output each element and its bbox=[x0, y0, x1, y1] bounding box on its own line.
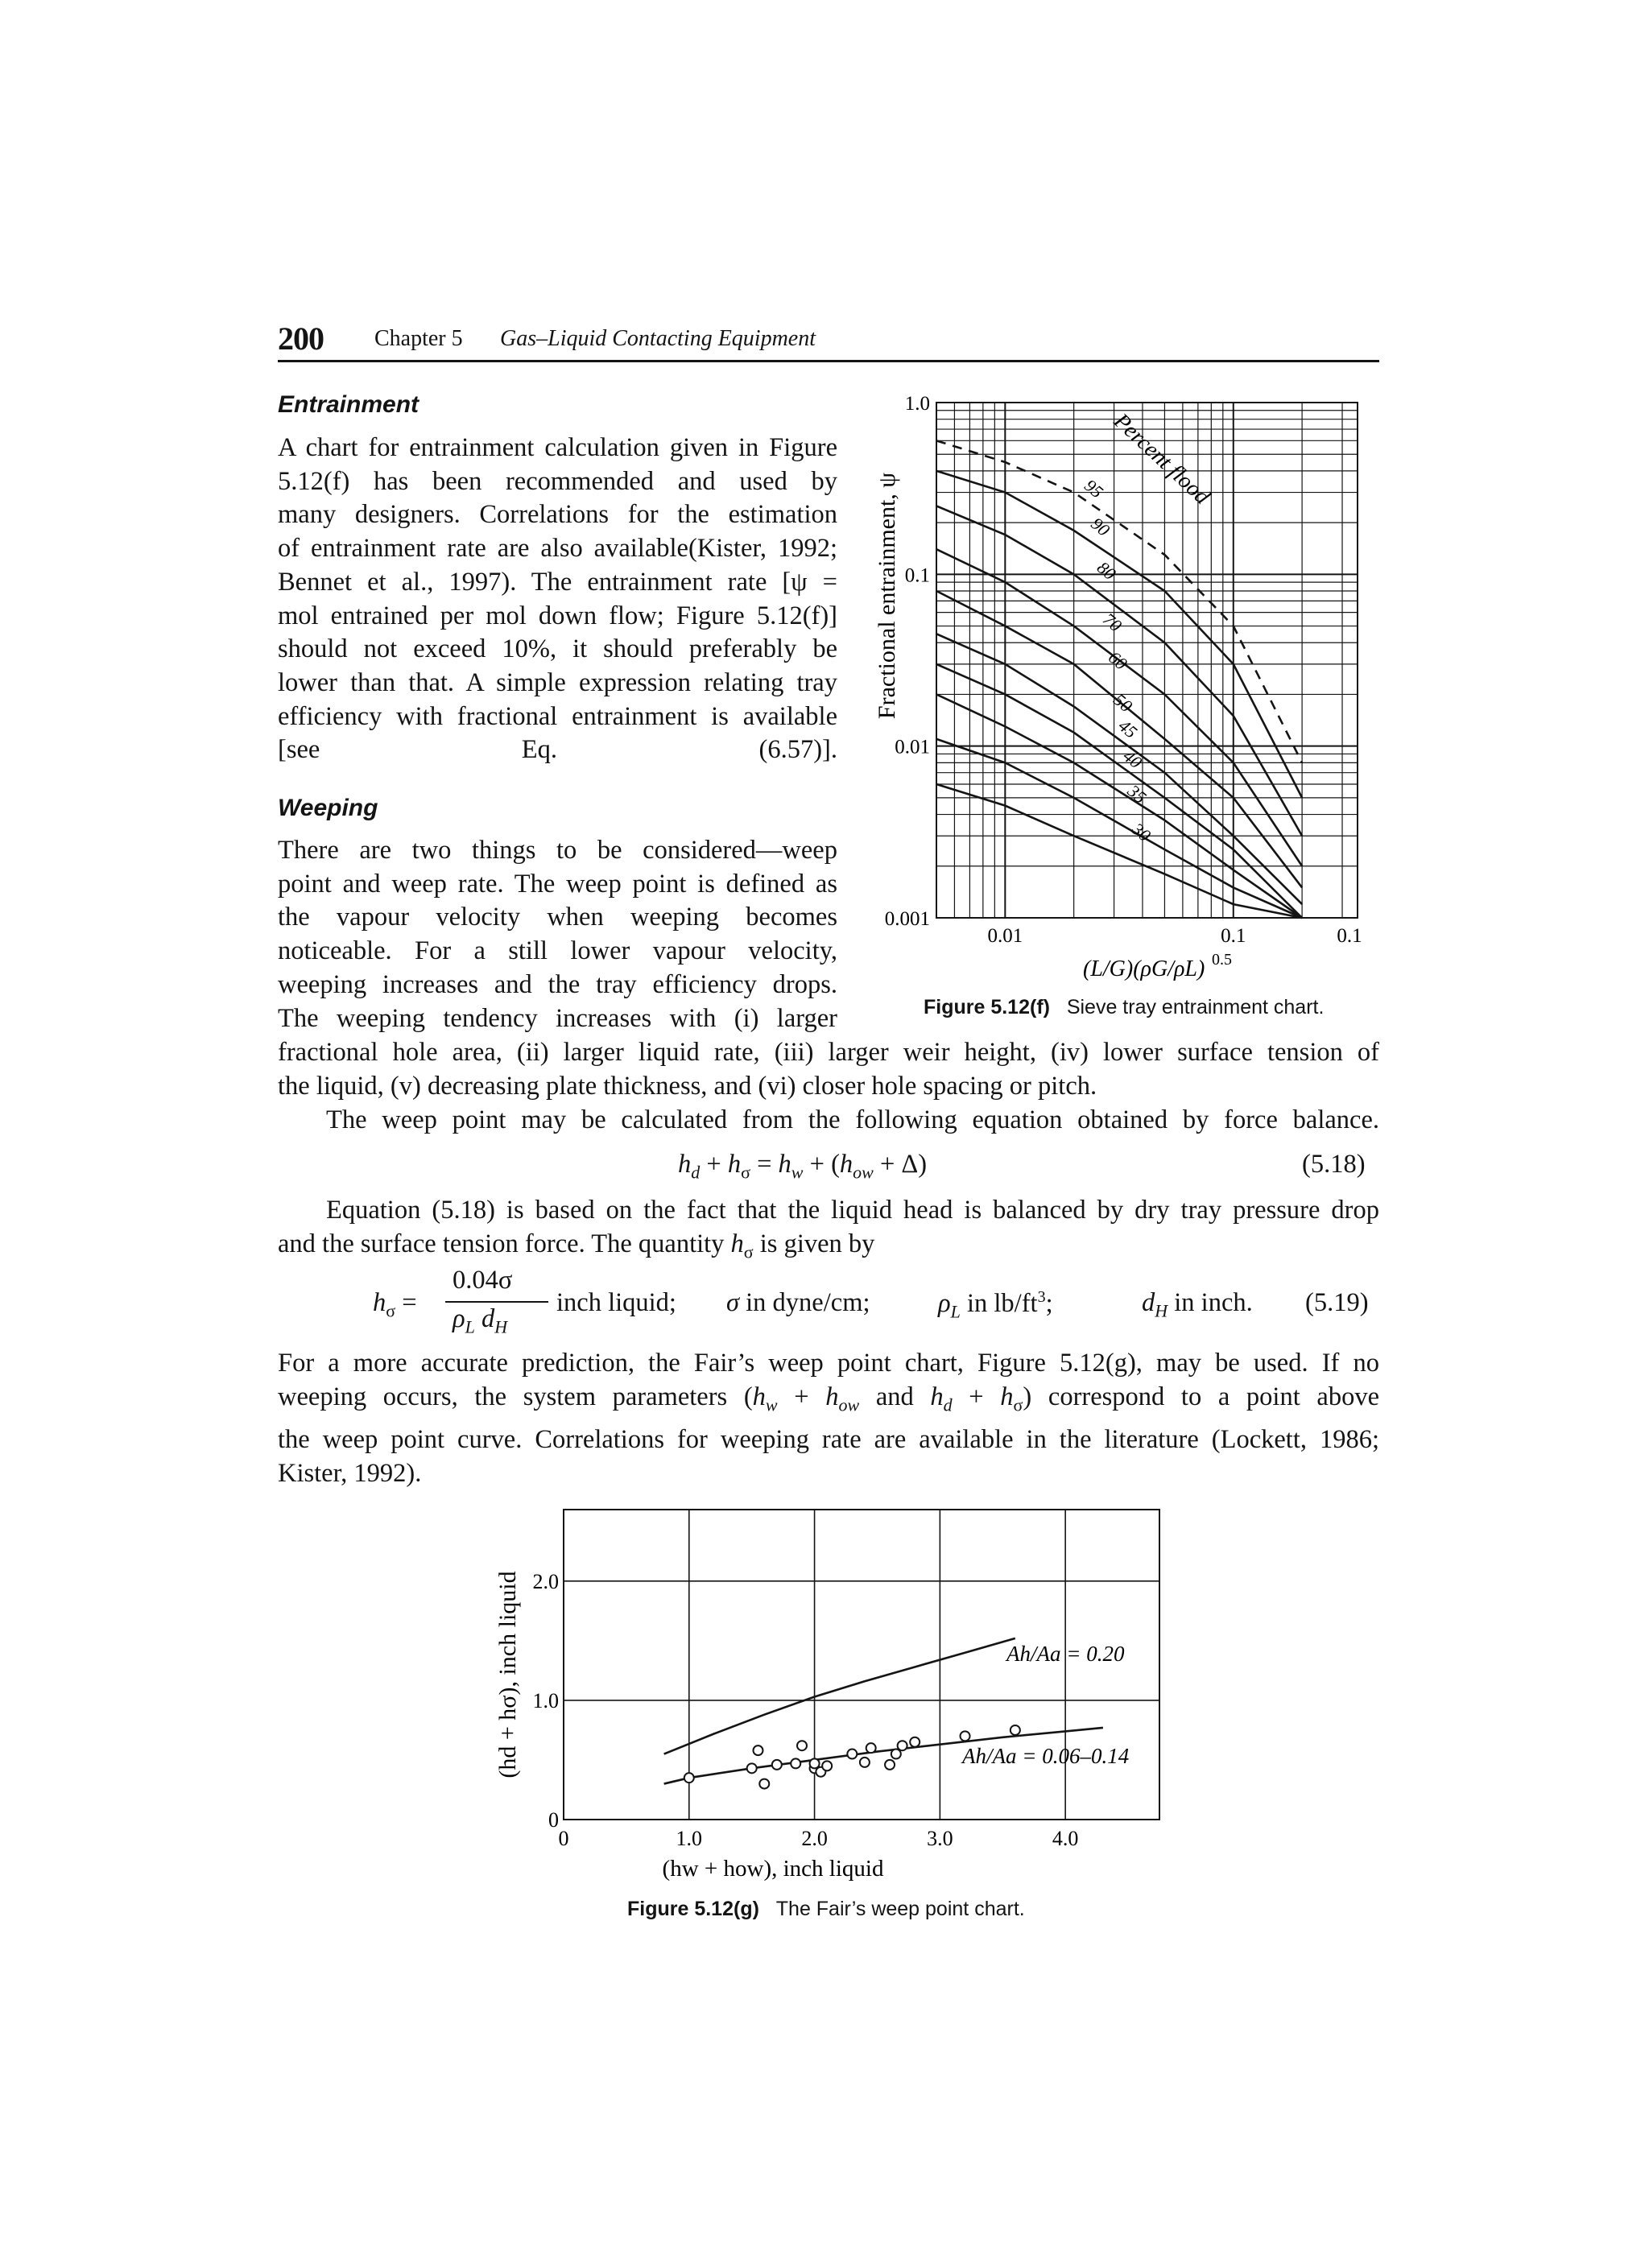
equation-5-19-dh: $d_H$ in inch. bbox=[1142, 1288, 1253, 1321]
weeping-paragraph-full bbox=[278, 1035, 1379, 1103]
chart-ticks bbox=[885, 393, 1362, 947]
data-point bbox=[860, 1758, 870, 1767]
text-line: For a more accurate prediction, the Fair’s weep point chart, Figure 5.12(g), may be used. If no bbox=[278, 1349, 1379, 1378]
text-line: many designers. Correlations for the estimation bbox=[278, 500, 837, 530]
x-tick-label: 1.0 bbox=[676, 1827, 703, 1850]
chart-curves bbox=[936, 440, 1302, 918]
curve-label: 60 bbox=[1104, 647, 1131, 674]
text-line: noticeable. For a still lower vapour velocity, bbox=[278, 936, 837, 966]
data-point bbox=[910, 1737, 920, 1747]
y-tick-label: 0.01 bbox=[895, 736, 930, 758]
curve-label: 90 bbox=[1087, 513, 1114, 540]
text-line: There are two things to be considered—weep bbox=[278, 836, 837, 865]
text-line: mol entrained per mol down flow; Figure 5.12(f)] bbox=[278, 601, 837, 630]
weep-point-chart bbox=[491, 1489, 1176, 1908]
data-point bbox=[684, 1773, 694, 1783]
text-line: the liquid, (v) decreasing plate thickness, and (vi) closer hole spacing or pitch. bbox=[278, 1072, 1097, 1101]
text-line: Equation (5.18) is based on the fact that the liquid head is balanced by dry tray pressure drop bbox=[326, 1196, 1379, 1225]
text-line: Kister, 1992). bbox=[278, 1458, 422, 1488]
svg-text:(L/G)(ρG/ρL): (L/G)(ρG/ρL) bbox=[1083, 956, 1205, 981]
data-point bbox=[961, 1731, 970, 1741]
data-point bbox=[747, 1763, 757, 1773]
y-tick-label: 1.0 bbox=[904, 393, 930, 415]
text-line: point and weep rate. The weep point is defined as bbox=[278, 869, 837, 899]
y-tick-label: 0.1 bbox=[904, 564, 930, 587]
header-rule bbox=[278, 360, 1379, 362]
y-axis-label: Fractional entrainment, ψ bbox=[874, 472, 900, 720]
page-number: 200 bbox=[278, 320, 324, 357]
data-point bbox=[753, 1745, 763, 1755]
equation-5-19-sigma: σ in dyne/cm; bbox=[726, 1288, 870, 1317]
chart-ticks bbox=[533, 1570, 1079, 1850]
curve-label: 40 bbox=[1119, 746, 1147, 773]
x-tick-label: 3.0 bbox=[927, 1827, 953, 1850]
equation-5-19-numerator: 0.04σ bbox=[453, 1266, 513, 1295]
curve-label: 95 bbox=[1081, 475, 1108, 502]
figure-g-caption: Figure 5.12(g) The Fair’s weep point chart. bbox=[627, 1898, 1025, 1920]
equation-5-19-denominator: $\rho_L$ $d_H$ bbox=[453, 1304, 508, 1337]
figure-f-caption: Figure 5.12(f) Sieve tray entrainment chart. bbox=[924, 996, 1325, 1018]
curve-label: 80 bbox=[1093, 557, 1120, 585]
text-line: Bennet et al., 1997). The entrainment rate [ψ = bbox=[278, 567, 837, 597]
equation-5-19-unit: inch liquid; bbox=[556, 1288, 676, 1317]
text-line: [see Eq. (6.57)]. bbox=[278, 735, 837, 765]
data-point bbox=[772, 1760, 782, 1770]
x-tick-label: 0 bbox=[558, 1827, 569, 1850]
text-line: The weep point may be calculated from the following equation obtained by force balance. bbox=[326, 1105, 1379, 1134]
x-tick-label: 2.0 bbox=[801, 1827, 828, 1850]
text-line: the vapour velocity when weeping becomes bbox=[278, 903, 837, 932]
x-tick-label: 0.01 bbox=[987, 925, 1023, 947]
data-point bbox=[797, 1741, 807, 1750]
x-axis-label bbox=[1083, 951, 1232, 981]
equation-explanation bbox=[278, 1193, 1379, 1270]
data-point bbox=[866, 1743, 876, 1753]
x-tick-label: 4.0 bbox=[1052, 1827, 1079, 1850]
text-line: weeping occurs, the system parameters ($h_w + h_{ow}$ and $h_d + h_\sigma$) correspond to a point above bbox=[278, 1382, 1379, 1415]
equation-5-19-lhs: $h_\sigma$ = bbox=[373, 1288, 417, 1321]
percent-flood-annotation: Percent flood bbox=[1109, 408, 1215, 510]
equation-label-5-19: (5.19) bbox=[1305, 1288, 1369, 1317]
y-axis-label: (hd + hσ), inch liquid bbox=[494, 1571, 521, 1778]
weeping-paragraph-start bbox=[278, 834, 837, 1035]
data-point bbox=[810, 1758, 820, 1768]
y-tick-label: 2.0 bbox=[532, 1569, 559, 1593]
series-label-upper: Ah/Aa = 0.20 bbox=[1006, 1642, 1125, 1666]
final-paragraph bbox=[278, 1346, 1379, 1490]
data-point bbox=[822, 1761, 832, 1770]
svg-text:0.5: 0.5 bbox=[1212, 951, 1232, 969]
data-point bbox=[759, 1779, 769, 1789]
curve-label: 50 bbox=[1110, 689, 1137, 717]
text-line: A chart for entrainment calculation given in Figure bbox=[278, 433, 837, 462]
data-point bbox=[791, 1758, 800, 1768]
equation-label-5-18: (5.18) bbox=[1302, 1150, 1366, 1179]
chapter-label: Chapter 5 bbox=[374, 326, 463, 351]
curve-label: 35 bbox=[1123, 780, 1151, 808]
data-point bbox=[885, 1760, 895, 1770]
data-point bbox=[1010, 1725, 1020, 1735]
text-line: The weeping tendency increases with (i) larger bbox=[278, 1003, 837, 1033]
equation-5-19-rho: $\rho_L$ in $lb/ft^3$; bbox=[938, 1288, 1053, 1322]
text-line: of entrainment rate are also available(Kister, 1992; bbox=[278, 534, 837, 564]
text-line: weeping increases and the tray efficiency drops. bbox=[278, 969, 837, 999]
text-line: 5.12(f) has been recommended and used by bbox=[278, 466, 837, 496]
entrainment-chart bbox=[870, 378, 1385, 1022]
data-point bbox=[891, 1750, 901, 1759]
chapter-title: Gas–Liquid Contacting Equipment bbox=[500, 326, 816, 351]
x-tick-label: 0.1 bbox=[1221, 925, 1246, 947]
x-tick-label: 0.1 bbox=[1337, 925, 1362, 947]
text-line: the weep point curve. Correlations for weeping rate are available in the literature (Lockett, 1986; bbox=[278, 1424, 1379, 1454]
text-line: should not exceed 10%, it should preferably be bbox=[278, 634, 837, 664]
fraction-bar bbox=[445, 1301, 548, 1303]
series-label-lower: Ah/Aa = 0.06–0.14 bbox=[962, 1744, 1130, 1768]
data-point bbox=[847, 1750, 857, 1759]
y-tick-label: 1.0 bbox=[532, 1688, 559, 1712]
data-point bbox=[898, 1741, 907, 1750]
curve-label: 30 bbox=[1128, 818, 1155, 846]
entrainment-heading: Entrainment bbox=[278, 391, 419, 418]
series-curve-90 bbox=[936, 471, 1302, 798]
y-tick-label: 0 bbox=[548, 1808, 559, 1832]
curve-label: 70 bbox=[1099, 609, 1126, 636]
text-line: lower than that. A simple expression relating tray bbox=[278, 667, 837, 697]
entrainment-paragraph bbox=[278, 432, 837, 767]
text-line: fractional hole area, (ii) larger liquid rate, (iii) larger weir height, (iv) lower surface tension of bbox=[278, 1038, 1379, 1067]
curve-label: 45 bbox=[1114, 715, 1142, 742]
text-line: efficiency with fractional entrainment is available bbox=[278, 701, 837, 731]
text-line: and the surface tension force. The quantity $h_\sigma$ is given by bbox=[278, 1229, 875, 1262]
x-axis-label: (hw + how), inch liquid bbox=[662, 1856, 884, 1882]
equation-5-18: $h_d + h_\sigma = h_w + (h_{ow} + \Delta)$ bbox=[678, 1150, 928, 1183]
weeping-heading: Weeping bbox=[278, 795, 378, 821]
y-tick-label: 0.001 bbox=[884, 908, 930, 930]
weep-point-paragraph bbox=[326, 1103, 1379, 1137]
